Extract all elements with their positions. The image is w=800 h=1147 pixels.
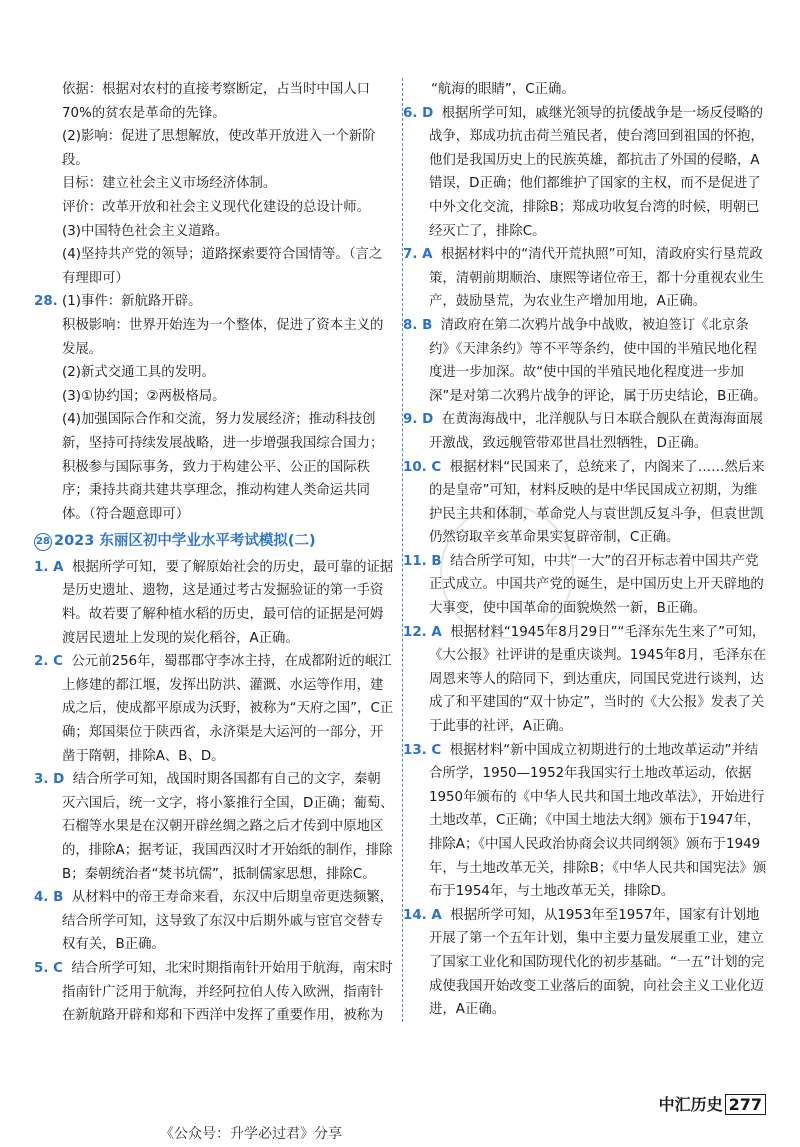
- question-item: 13. C 根据材料“新中国成立初期进行的土地改革运动”并结合所学，1950—1952年我国实行土地改革运动，依据1950年颁布的《中华人民共和国土地改革法》，开始进行土地改革，C正确；《中国土地法大纲》颁布于1947年，排除A；《中国人民政治协商会议共同纲领》颁布于1949年，与土地改革无关，排除B；《中华人民共和国宪法》颁布于1954年，与土地改革无关，排除D。: [403, 742, 767, 900]
- answer-text: 目标：建立社会主义市场经济体制。: [62, 176, 277, 192]
- question-item: 5. C 结合所学可知，北宋时期指南针开始用于航海，南宋时指南针广泛用于航海，并经阿拉伯人传入欧洲，指南针在新航路开辟和郑和下西洋中发挥了重要作用，被称为: [34, 960, 393, 1024]
- answer-text: 评价：改革开放和社会主义现代化建设的总设计师。: [62, 199, 370, 215]
- answer-text: (2)影响：促进了思想解放，使改革开放进入一个新阶段。: [62, 129, 376, 168]
- question-item: 10. C 根据材料“民国来了，总统来了，内阁来了……然后来的是皇帝”可知，材料反映的是中华民国成立初期，为维护民主共和体制，革命党人与袁世凯反复斗争，但袁世凯仍然窃取辛亥革命果实复辟帝制，C正确。: [403, 459, 765, 546]
- brand-label: 中汇历史: [658, 1095, 723, 1114]
- page-footer-brand: [659, 1092, 766, 1115]
- question-item: 3. D 结合所学可知，战国时期各国都有自己的文字，秦朝灭六国后，统一文字，将小篆推行全国，D正确；葡萄、石榴等水果是在汉朝开辟丝绸之路之后才传到中原地区的，排除A；据考证，我国西汉时才开始纸的制作，排除B；秦朝统治者“焚书坑儒”，抵制儒家思想，排除C。: [34, 772, 394, 882]
- answer-text: (4)坚持共产党的领导；道路探索要符合国情等。（言之有理即可）: [62, 247, 383, 286]
- question-item: 7. A 根据材料中的“清代开荒执照”可知，清政府实行垦荒政策，清朝前期顺治、康熙等诸位帝王，都十分重视农业生产，鼓励垦荒，为农业生产增加用地，A正确。: [403, 247, 764, 310]
- question-item: 12. A 根据材料“1945年8月29日”“毛泽东先生来了”可知，《大公报》社评讲的是重庆谈判。1945年8月，毛泽东在周恩来等人的陪同下，到达重庆，同国民党进行谈判，达成了和平建国的“双十协定”，当时的《大公报》发表了关于此事的社评，A正确。: [403, 624, 767, 735]
- question-item: 2. C 公元前256年，蜀郡郡守李冰主持，在成都附近的岷江上修建的都江堰，发挥出防洪、灌溉、水运等作用，建成之后，使成都平原成为沃野，被称为“天府之国”，C正确；郑国渠位于陕西省，永济渠是大运河的一部分，开凿于隋朝，排除A、B、D。: [34, 654, 394, 764]
- question-28: 28. (1)事件：新航路开辟。: [34, 294, 202, 310]
- question-item: 9. D 在黄海海战中，北洋舰队与日本联合舰队在黄海海面展开激战，致远舰管带邓世昌壮烈牺牲，D正确。: [403, 412, 764, 451]
- share-note: 《公众号：升学必过君》分享: [160, 1126, 342, 1142]
- left-column: [34, 78, 394, 1028]
- answer-text: 积极影响：世界开始连为一个整体，促进了资本主义的发展。: [62, 317, 384, 357]
- question-number: 28.: [34, 294, 58, 310]
- answer-text: (3)①协约国；②两极格局。: [62, 388, 226, 404]
- question-item: 6. D 根据所学可知，戚继光领导的抗倭战争是一场反侵略的战争，郑成功抗击荷兰殖民者，使台湾回到祖国的怀抱，他们是我国历史上的民族英雄，都抗击了外国的侵略，A错误，D正确；他们都维护了国家的主权，而不是促进了中外文化交流，排除B；郑成功收复台湾的时候，明朝已经灭亡了，排除C。: [403, 105, 764, 239]
- section-title: 28 2023 东丽区初中学业水平考试模拟(二): [34, 530, 394, 554]
- answer-text: “航海的眼睛”，C正确。: [431, 82, 575, 97]
- answer-text: (2)新式交通工具的发明。: [62, 365, 215, 381]
- answer-text: 依据：根据对农村的直接考察断定，占当时中国人口70%的贫农是革命的先锋。: [62, 82, 370, 121]
- question-item: 4. B 从材料中的帝王寿命来看，东汉中后期皇帝更迭频繁，结合所学可知，这导致了东汉中后期外戚与宦官交替专权有关，B正确。: [34, 890, 394, 953]
- question-item: 11. B 结合所学可知，中共“一大”的召开标志着中国共产党正式成立。中国共产党的诞生，是中国历史上开天辟地的大事变，使中国革命的面貌焕然一新，B正确。: [403, 553, 764, 617]
- answer-text: (3)中国特色社会主义道路。: [62, 223, 229, 239]
- answer-text: (4)加强国际合作和交流，努力发展经济；推动科技创新，坚持可持续发展战略，进一步增强我国综合国力；积极参与国际事务，致力于构建公平、公正的国际秩序；秉持共商共建共享理念，推动构建人类命运共同体。（符合题意即可）: [62, 412, 384, 522]
- page-number: 277: [725, 1094, 766, 1115]
- question-item: 14. A 根据所学可知，从1953年至1957年，国家有计划地开展了第一个五年计划，集中主要力量发展重工业，建立了国家工业化和国防现代化的初步基础。“一五”计划的完成使我国开始改变工业落后的面貌，向社会主义工业化迈进，A正确。: [403, 907, 765, 1018]
- question-item: 8. B 清政府在第二次鸦片战争中战败，被迫签订《北京条约》《天津条约》等不平等条约，使中国的半殖民地化程度进一步加深。故“使中国的半殖民地化程度进一步加深”是对第二次鸦片战争的评论，属于历史结论，B正确。: [403, 317, 767, 404]
- section-number-badge: 28: [34, 533, 52, 551]
- question-item: 1. A 根据所学可知，要了解原始社会的历史，最可靠的证据是历史遗址、遗物，这是通过考古发掘验证的第一手资料。故若要了解种植水稻的历史，最可信的证据是河姆渡居民遗址上发现的炭化稻谷，A正确。: [34, 559, 394, 646]
- watermark-seal-icon: [440, 505, 574, 639]
